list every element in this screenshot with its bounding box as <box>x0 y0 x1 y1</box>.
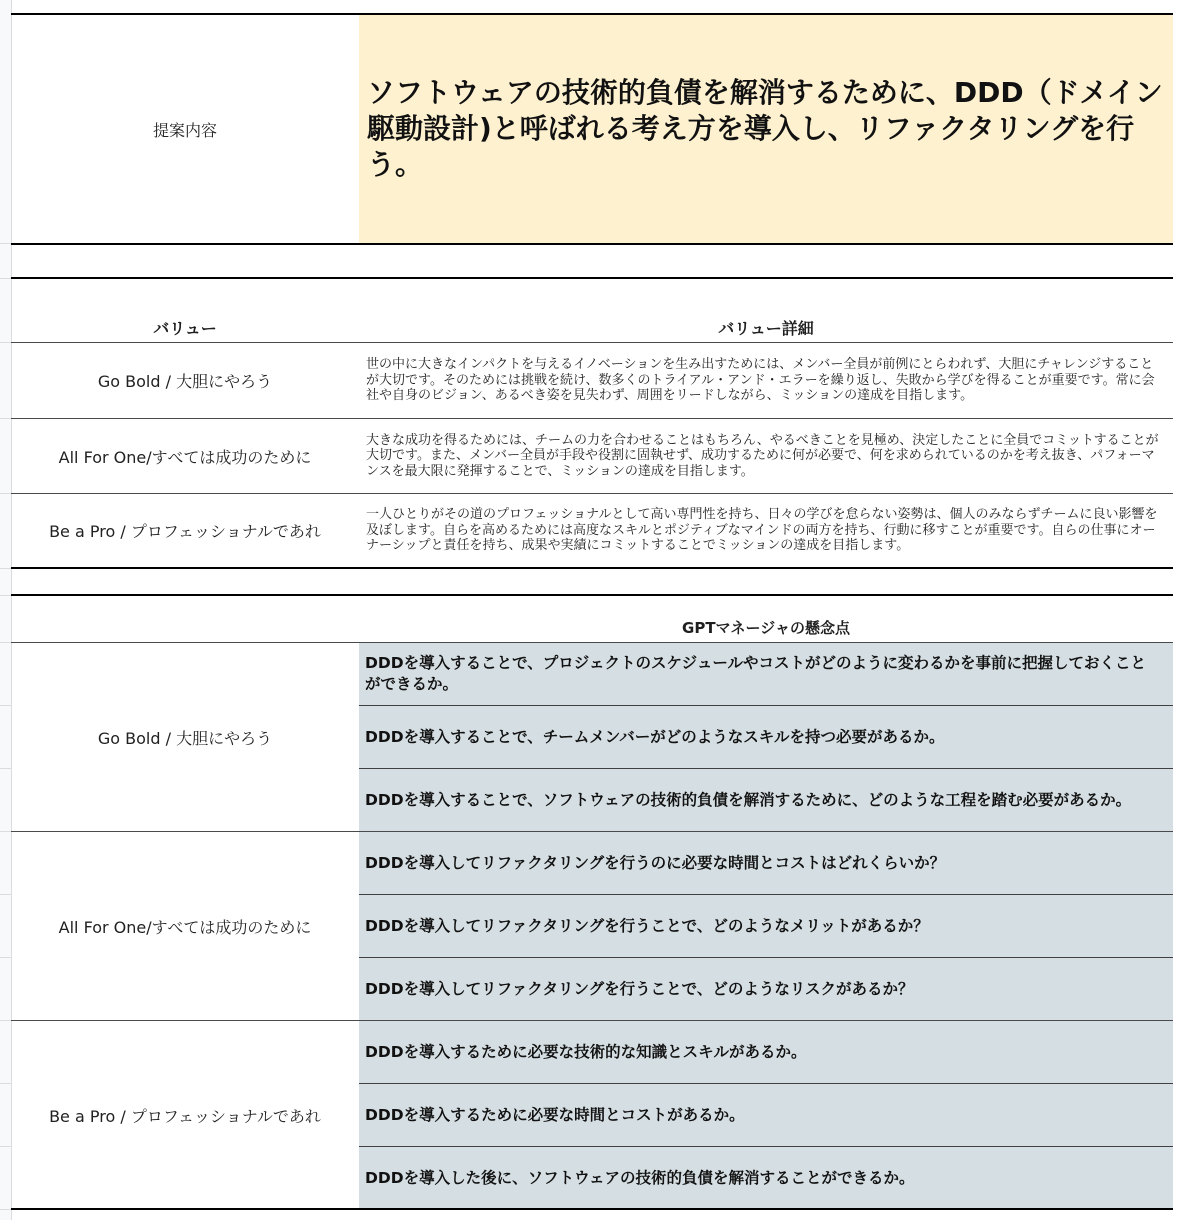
value-name-be-a-pro[interactable]: Be a Pro / プロフェッショナルであれ <box>49 522 321 541</box>
concern-item[interactable]: DDDを導入してリファクタリングを行うことで、どのようなメリットがあるか？ <box>359 895 1173 957</box>
value-detail-go-bold[interactable]: 世の中に大きなインパクトを与えるイノベーションを生み出すためには、メンバー全員が前例にとらわれず、大胆にチャレンジすることが大切です。そのためには挑戦を続け、数多くのトライアル・アンド・エラーを繰り返し、失敗から学びを得ることが重要です。常に会社や自身のビジョン、あるべき姿を見失わず、周囲をリードしながら、ミッションの達成を目指します。 <box>366 357 1155 404</box>
concern-item[interactable]: DDDを導入した後に、ソフトウェアの技術的負債を解消することができるか。 <box>359 1147 1173 1209</box>
value-column-header[interactable]: バリュー <box>153 318 217 338</box>
proposal-label[interactable]: 提案内容 <box>152 120 217 140</box>
concern-item[interactable]: DDDを導入することで、ソフトウェアの技術的負債を解消するために、どのような工程を踏む必要があるか。 <box>359 769 1173 831</box>
concern-group-value-be-a-pro[interactable]: Be a Pro / プロフェッショナルであれ <box>49 1106 321 1126</box>
value-name-all-for-one[interactable]: All For One/すべては成功のために <box>58 447 312 467</box>
proposal-bottom-border <box>11 243 1173 245</box>
concerns-top-border <box>11 594 1173 596</box>
concern-group-value-all-for-one[interactable]: All For One/すべては成功のために <box>58 917 312 937</box>
concern-item[interactable]: DDDを導入するために必要な技術的な知識とスキルがあるか。 <box>359 1021 1173 1083</box>
value-detail-column-header[interactable]: バリュー詳細 <box>718 318 814 338</box>
proposal-text[interactable]: ソフトウェアの技術的負債を解消するために、DDD（ドメイン駆動設計)と呼ばれる考え方を導入し、リファクタリングを行う。 <box>359 15 1173 243</box>
value-name-go-bold[interactable]: Go Bold / 大胆にやろう <box>97 372 273 391</box>
value-detail-be-a-pro[interactable]: 一人ひとりがその道のプロフェッショナルとして高い専門性を持ち、日々の学びを怠らない姿勢は、個人のみならずチームに良い影響を及ぼします。自らを高めるためには高度なスキルとポジティブなマインドの両方を持ち、行動に移すことが重要です。自らの仕事にオーナーシップと責任を持ち、成果や実績にコミットすることでミッションの達成を目指します。 <box>366 507 1158 554</box>
value-detail-all-for-one[interactable]: 大きな成功を得るためには、チームの力を合わせることはもちろん、やるべきことを見極め、決定したことに全員でコミットすることが大切です。また、メンバー全員が手段や役割に固執せず、成功するために何が必要で、何を求められているのかを考え抜き、パフォーマンスを最大限に発揮することで、ミッションの達成を目指します。 <box>366 432 1159 479</box>
concern-item[interactable]: DDDを導入することで、チームメンバーがどのようなスキルを持つ必要があるか。 <box>359 706 1173 768</box>
values-bottom-border <box>11 567 1173 569</box>
concern-item[interactable]: DDDを導入してリファクタリングを行うことで、どのようなリスクがあるか？ <box>359 958 1173 1020</box>
concern-item[interactable]: DDDを導入してリファクタリングを行うのに必要な時間とコストはどれくらいか？ <box>359 832 1173 894</box>
concern-item[interactable]: DDDを導入するために必要な時間とコストがあるか。 <box>359 1084 1173 1146</box>
concerns-bottom-border <box>11 1208 1173 1210</box>
concern-group-value-go-bold[interactable]: Go Bold / 大胆にやろう <box>97 728 273 748</box>
concern-item[interactable]: DDDを導入することで、プロジェクトのスケジュールやコストがどのように変わるかを事前に把握しておくことができるか。 <box>359 643 1173 705</box>
concerns-column-header[interactable]: GPTマネージャの懸念点 <box>682 619 850 637</box>
values-top-border <box>11 277 1173 279</box>
